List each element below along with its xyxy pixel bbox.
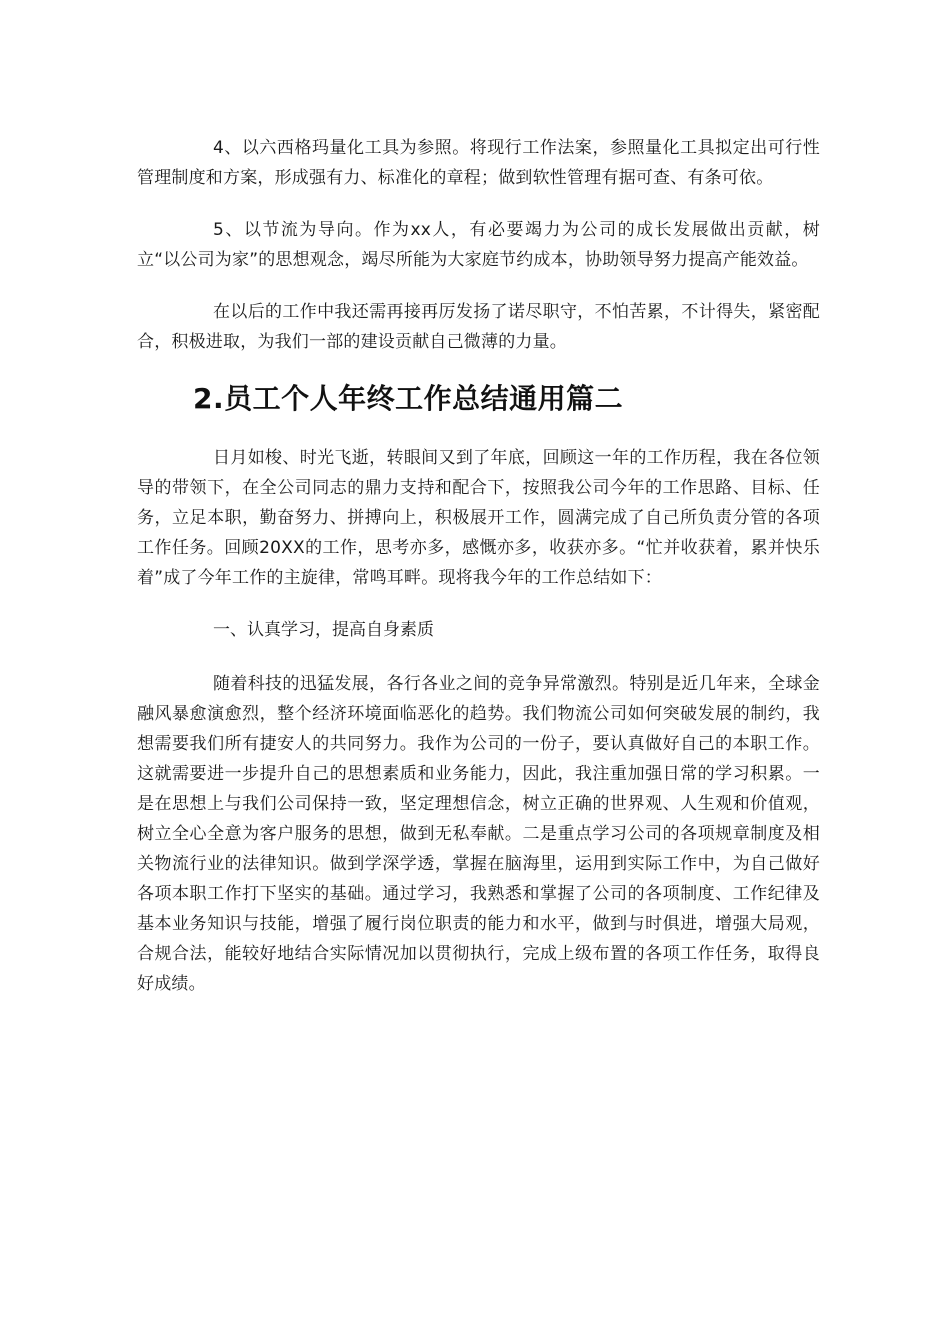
paragraph-item-4: 4、以六西格玛量化工具为参照。将现行工作法案，参照量化工具拟定出可行性管理制度和方案，形成强有力、标准化的章程；做到软性管理有据可查、有条可依。 [137,138,820,188]
paragraph-intro: 日月如梭、时光飞逝，转眼间又到了年底，回顾这一年的工作历程，我在各位领导的带领下，在全公司同志的鼎力支持和配合下，按照我公司今年的工作思路、目标、任务，立足本职，勤奋努力、拼搏向上，积极展开工作，圆满完成了自己所负责分管的各项工作任务。回顾20XX的工作，思考亦多，感慨亦多，收获亦多。“忙并收获着，累并快乐着”成了今年工作的主旋律，常鸣耳畔。现将我今年的工作总结如下： [137,448,820,588]
paragraph-study-body: 随着科技的迅猛发展，各行各业之间的竞争异常激烈。特别是近几年来，全球金融风暴愈演愈烈，整个经济环境面临恶化的趋势。我们物流公司如何突破发展的制约，我想需要我们所有捷安人的共同努力。我作为公司的一份子，要认真做好自己的本职工作。这就需要进一步提升自己的思想素质和业务能力，因此，我注重加强日常的学习积累。一是在思想上与我们公司保持一致，坚定理想信念，树立正确的世界观、人生观和价值观，树立全心全意为客户服务的思想，做到无私奉献。二是重点学习公司的各项规章制度及相关物流行业的法律知识。做到学深学透，掌握在脑海里，运用到实际工作中，为自己做好各项本职工作打下坚实的基础。通过学习，我熟悉和掌握了公司的各项制度、工作纪律及基本业务知识与技能，增强了履行岗位职责的能力和水平，做到与时俱进，增强大局观，合规合法，能较好地结合实际情况加以贯彻执行，完成上级布置的各项工作任务，取得良好成绩。 [137,674,820,994]
paragraph-closing: 在以后的工作中我还需再接再厉发扬了诺尽职守，不怕苦累，不计得失，紧密配合，积极进取，为我们一部的建设贡献自己微薄的力量。 [137,302,820,352]
subheading-study: 一、认真学习，提高自身素质 [213,620,434,640]
section-heading: 2.员工个人年终工作总结通用篇二 [193,382,624,415]
document-body [137,133,820,1021]
paragraph-item-5: 5、以节流为导向。作为xx人，有必要竭力为公司的成长发展做出贡献，树立“以公司为家”的思想观念，竭尽所能为大家庭节约成本，协助领导努力提高产能效益。 [137,220,820,270]
